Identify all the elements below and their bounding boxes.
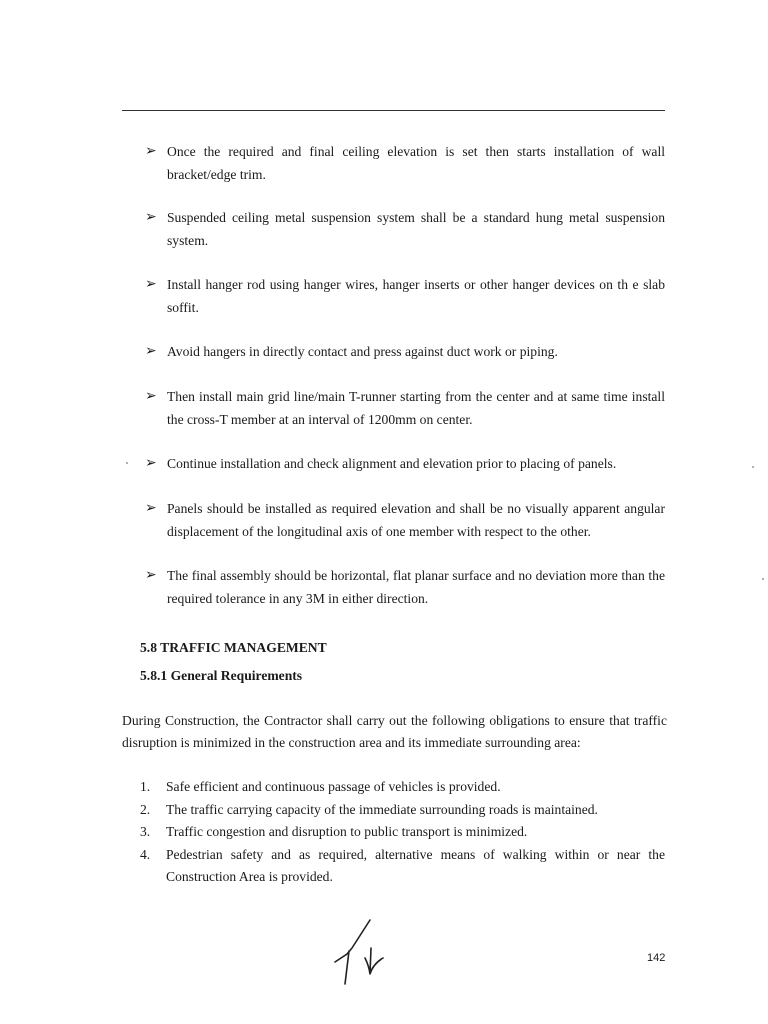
list-number: 2.	[140, 801, 151, 817]
bullet-text: Suspended ceiling metal suspension system shall be a standard hung metal suspension system.	[167, 210, 665, 248]
bullet-item	[145, 386, 665, 431]
signature-icon	[325, 918, 395, 990]
bullet-text: Install hanger rod using hanger wires, hanger inserts or other hanger devices on th e slab soffit.	[167, 277, 665, 315]
arrow-bullet-icon: ➢	[145, 277, 157, 292]
list-item-text: Traffic congestion and disruption to public transport is minimized.	[166, 824, 528, 839]
list-number: 1.	[140, 779, 151, 794]
bullet-text: Panels should be installed as required elevation and shall be no visually apparent angular displacement of the longitudinal axis of one member with respect to the other.	[167, 501, 665, 539]
list-item	[140, 776, 665, 799]
header-rule	[122, 110, 665, 111]
scan-speck	[752, 466, 754, 468]
list-item-text: The traffic carrying capacity of the immediate surrounding roads is maintained.	[166, 801, 598, 817]
arrow-bullet-icon: ➢	[145, 568, 157, 583]
scan-speck	[126, 462, 128, 464]
intro-paragraph: During Construction, the Contractor shall carry out the following obligations to ensure that traffic disruption is minimized in the construction area and its immediate surrounding area:	[122, 713, 667, 750]
arrow-bullet-icon: ➢	[145, 501, 157, 516]
arrow-bullet-icon: ➢	[145, 456, 157, 471]
list-item-text: Safe efficient and continuous passage of vehicles is provided.	[166, 779, 501, 794]
arrow-bullet-icon: ➢	[145, 144, 157, 159]
bullet-text: The final assembly should be horizontal, flat planar surface and no deviation more than the required tolerance in any 3M in either direction.	[167, 568, 665, 606]
bullet-text: Continue installation and check alignment and elevation prior to placing of panels.	[167, 456, 617, 471]
list-number: 3.	[140, 824, 151, 839]
bullet-text: Once the required and final ceiling elevation is set then starts installation of wall bracket/edge trim.	[167, 144, 665, 182]
list-item	[140, 821, 665, 844]
bullet-item	[145, 565, 665, 610]
list-item-text: Pedestrian safety and as required, alternative means of walking within or near the Construction Area is provided.	[166, 846, 665, 884]
bullet-text: Avoid hangers in directly contact and press against duct work or piping.	[167, 344, 558, 359]
arrow-bullet-icon: ➢	[145, 389, 157, 404]
arrow-bullet-icon: ➢	[145, 210, 157, 225]
list-item	[140, 844, 665, 889]
bullet-item	[145, 141, 665, 186]
bullet-item	[145, 498, 665, 543]
bullet-text: Then install main grid line/main T-runner starting from the center and at same time install the cross-T member at an interval of 1200mm on center.	[167, 389, 665, 427]
bullet-item	[145, 341, 665, 364]
bullet-item	[145, 274, 665, 319]
list-item	[140, 799, 665, 822]
page-number: 142	[647, 952, 666, 964]
scan-speck	[762, 578, 764, 580]
bullet-item	[145, 207, 665, 252]
section-heading: 5.8 TRAFFIC MANAGEMENT	[140, 640, 327, 655]
subsection-heading: 5.8.1 General Requirements	[140, 668, 303, 683]
numbered-list	[140, 776, 665, 889]
arrow-bullet-icon: ➢	[145, 344, 157, 359]
list-number: 4.	[140, 846, 151, 862]
bullet-item	[145, 453, 665, 476]
